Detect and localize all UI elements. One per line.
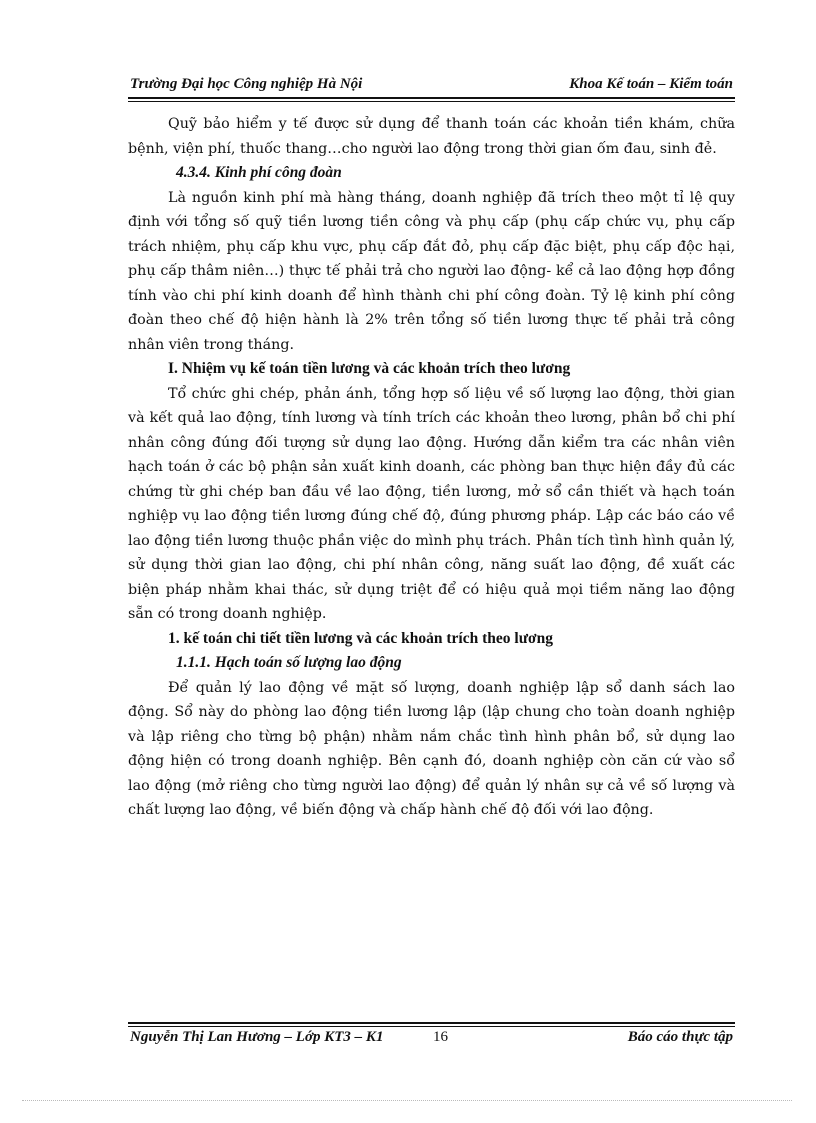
document-body — [128, 112, 735, 823]
page-number: 16 — [433, 1029, 448, 1045]
page-footer — [130, 1027, 733, 1049]
heading-accounting-tasks: I. Nhiệm vụ kế toán tiền lương và các khoản trích theo lương — [168, 360, 571, 377]
header-department: Khoa Kế toán – Kiểm toán — [569, 76, 733, 92]
paragraph-labor-quantity: Để quản lý lao động về mặt số lượng, doanh nghiệp lập sổ danh sách lao động. Sổ này do phòng lao động tiền lương lập (lập chung cho toàn doanh nghiệp và lập riêng cho từng bộ phận) nhằm nắm chắc tình hình phân bổ, sử dụng lao động hiện có trong doanh nghiệp. Bên cạnh đó, doanh nghiệp còn căn cứ vào sổ lao động (mở riêng cho từng người lao động) để quản lý nhân sự cả về số lượng và chất lượng lao động, về biến động và chấp hành chế độ đối với lao động. — [128, 679, 735, 818]
footer-rule-thick — [128, 1022, 735, 1024]
footer-report-type: Báo cáo thực tập — [627, 1029, 733, 1045]
heading-detail-accounting: 1. kế toán chi tiết tiền lương và các khoản trích theo lương — [168, 629, 553, 647]
header-school: Trường Đại học Công nghiệp Hà Nội — [130, 76, 363, 92]
paragraph-accounting-tasks: Tổ chức ghi chép, phản ánh, tổng hợp số liệu về số lượng lao động, thời gian và kết quả lao động, tính lương và tính trích các khoản theo lương, phân bổ chi phí nhân công đúng đối tượng sử dụng lao động. Hướng dẫn kiểm tra các nhân viên hạch toán ở các bộ phận sản xuất kinh doanh, các phòng ban thực hiện đầy đủ các chứng từ ghi chép ban đầu về lao động, tiền lương, mở sổ cần thiết và hạch toán nghiệp vụ lao động tiền lương đúng chế độ, đúng phương pháp. Lập các báo cáo về lao động tiền lương thuộc phần việc do mình phụ trách. Phân tích tình hình quản lý, sử dụng thời gian lao động, chi phí nhân công, năng suất lao động, đề xuất các biện pháp nhằm khai thác, sử dụng triệt để có hiệu quả mọi tiềm năng lao động sẵn có trong doanh nghiệp. — [128, 385, 735, 622]
heading-union-fund: 4.3.4. Kinh phí công đoàn — [176, 164, 342, 181]
page-bottom-dotted-line — [22, 1100, 792, 1101]
header-rule-thin — [128, 101, 735, 102]
paragraph-health-insurance: Quỹ bảo hiểm y tế được sử dụng để thanh toán các khoản tiền khám, chữa bệnh, viện phí, thuốc thang…cho người lao động trong thời gian ốm đau, sinh đẻ. — [128, 116, 735, 157]
paragraph-union-fund: Là nguồn kinh phí mà hàng tháng, doanh nghiệp đã trích theo một tỉ lệ quy định với tổng số quỹ tiền lương tiền công và phụ cấp (phụ cấp chức vụ, phụ cấp trách nhiệm, phụ cấp khu vực, phụ cấp đắt đỏ, phụ cấp đặc biệt, phụ cấp độc hại, phụ cấp thâm niên…) thực tế phải trả cho người lao động- kể cả lao động hợp đồng tính vào chi phí kinh doanh để hình thành chi phí công đoàn. Tỷ lệ kinh phí công đoàn theo chế độ hiện hành là 2% trên tổng số tiền lương thực tế phải trả công nhân viên trong tháng. — [128, 189, 735, 353]
header-rule-thick — [128, 97, 735, 99]
page-header — [130, 74, 733, 96]
footer-author: Nguyễn Thị Lan Hương – Lớp KT3 – K1 — [130, 1029, 384, 1045]
heading-labor-quantity: 1.1.1. Hạch toán số lượng lao động — [176, 654, 402, 671]
